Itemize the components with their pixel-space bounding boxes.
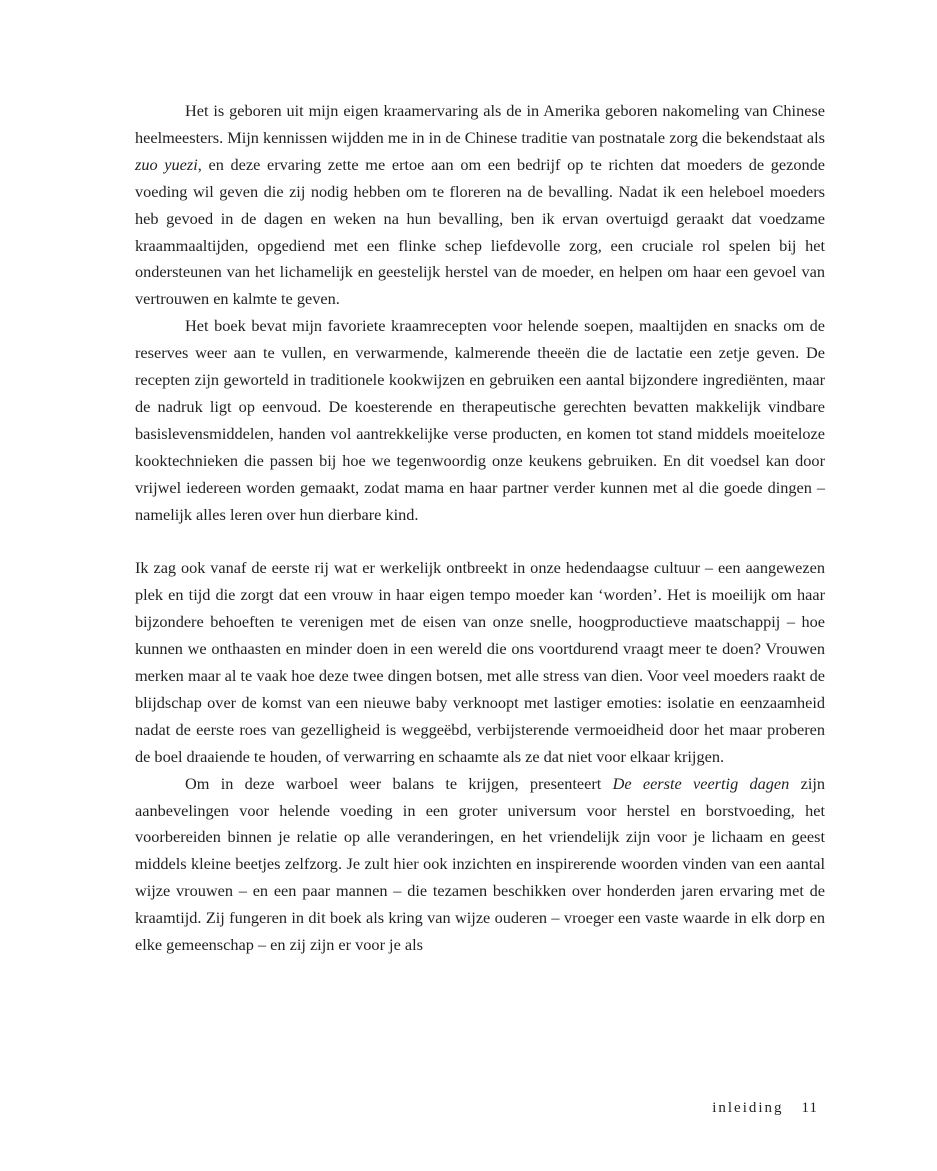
text-run: Om in deze warboel weer balans te krijgen, presenteert [185, 773, 613, 793]
page-number: 11 [801, 1100, 818, 1116]
text-run: Ik zag ook vanaf de eerste rij wat er werkelijk ontbreekt in onze hedendaagse cultuur – een aangewezen plek en tijd die zorgt dat een vrouw in haar eigen tempo moeder kan ‘worden’. Het is moeilijk om haar bijzondere behoeften te verenigen met de eisen van onze snelle, hoogproductieve maatschappij – hoe kunnen we onthaasten en minder doen in een wereld die ons voortdurend vraagt meer te doen? Vrouwen merken maar al te vaak hoe deze twee dingen botsen, met alle stress van dien. Voor veel moeders raakt de blijdschap over de komst van een nieuwe baby verknoopt met lastiger emoties: isolatie en eenzaamheid nadat de eerste roes van gezelligheid is weggeëbd, verbijsterende vermoeidheid door het maar proberen de boel draaiende te houden, of verwarring en schaamte als ze dat niet voor elkaar krijgen. [135, 558, 825, 766]
text-run: , en deze ervaring zette me ertoe aan om een bedrijf op te richten dat moeders de gezonde voeding wil geven die zij nodig hebben om te floreren na de bevalling. Nadat ik een heleboel moeders heb gevoed in de dagen en weken na hun bevalling, ben ik ervan overtuigd geraakt dat voedzame kraammaaltijden, opgediend met een flinke schep liefdevolle zorg, een cruciale rol spelen bij het ondersteunen van het lichamelijk en geestelijk herstel van de moeder, en helpen om haar een gevoel van vertrouwen en kalmte te geven. [135, 154, 826, 309]
page-footer [712, 1100, 818, 1117]
italic-text: zuo yuezi [135, 154, 198, 174]
italic-text: De eerste veertig dagen [612, 773, 790, 793]
text-run: Het boek bevat mijn favoriete kraamrecepten voor helende soepen, maaltijden en snacks om de reserves weer aan te vullen, en verwarmende, kalmerende theeën die de lactatie een zetje geven. De recepten zijn geworteld in traditionele kookwijzen en gebruiken een aantal bijzondere ingrediënten, maar de nadruk ligt op eenvoud. De koesterende en therapeutische gerechten bevatten makkelijk vindbare basislevensmiddelen, handen vol aantrekkelijke verse producten, en komen tot stand middels moeiteloze kooktechnieken die passen bij hoe we tegenwoordig onze keukens gebruiken. En dit voedsel kan door vrijwel iedereen worden gemaakt, zodat mama en haar partner verder kunnen met al die goede dingen – namelijk alles leren over hun dierbare kind. [135, 316, 825, 524]
paragraph [135, 98, 825, 313]
paragraph [135, 313, 825, 528]
paragraph [135, 771, 825, 959]
body-text [135, 98, 825, 959]
running-footer-section: inleiding [712, 1100, 784, 1116]
text-run: Het is geboren uit mijn eigen kraamervaring als de in Amerika geboren nakomeling van Chinese heelmeesters. Mijn kennissen wijdden me in in de Chinese traditie van postnatale zorg die bekendstaat als [135, 101, 825, 147]
paragraph [135, 555, 825, 770]
text-run: zijn aanbevelingen voor helende voeding in een groter universum voor herstel en borstvoeding, het voorbereiden binnen je relatie op alle veranderingen, en het vriendelijk zijn voor je lichaam en geest middels kleine beetjes zelfzorg. Je zult hier ook inzichten en inspirerende woorden vinden van een aantal wijze vrouwen – en een paar mannen – die tezamen beschikken over honderden jaren ervaring met de kraamtijd. Zij fungeren in dit boek als kring van wijze ouderen – vroeger een vaste waarde in elk dorp en elke gemeenschap – en zij zijn er voor je als [135, 773, 826, 955]
